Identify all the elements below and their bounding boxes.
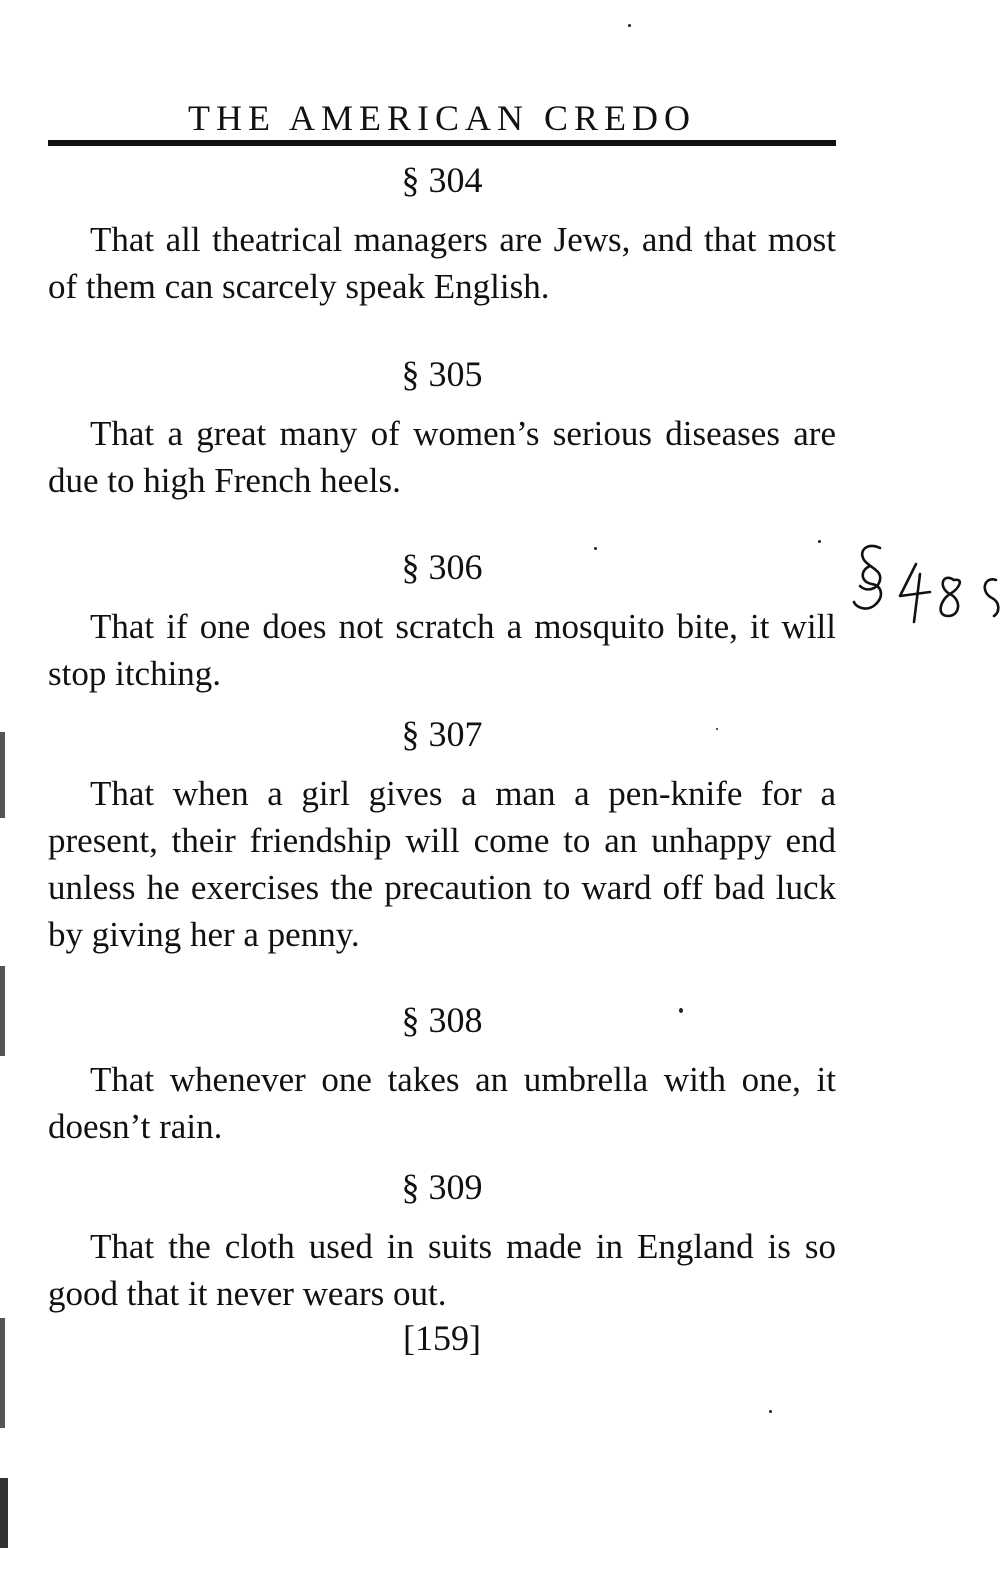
page-number: [159]	[403, 1318, 481, 1358]
section-number-308: § 308	[401, 1000, 483, 1040]
section-text-309: That the cloth used in suits made in England is so good that it never wears out.	[48, 1227, 836, 1313]
scan-edge-mark	[0, 1478, 8, 1548]
scan-speck	[818, 540, 821, 543]
scan-speck	[679, 1008, 683, 1013]
section-text-306: That if one does not scratch a mosquito bite, it will stop itching.	[48, 607, 836, 693]
scan-edge-mark	[0, 1318, 5, 1428]
section-number-307: § 307	[401, 714, 483, 754]
scan-edge-mark	[0, 966, 5, 1056]
scan-speck	[628, 24, 631, 27]
scan-speck	[769, 1410, 772, 1413]
section-text-305: That a great many of women’s serious diseases are due to high French heels.	[48, 414, 836, 500]
section-text-304: That all theatrical managers are Jews, and that most of them can scarcely speak English.	[48, 220, 836, 306]
running-head: THE AMERICAN CREDO	[187, 98, 696, 138]
handwritten-annotation	[846, 536, 1000, 632]
section-number-306: § 306	[401, 547, 483, 587]
scan-speck	[594, 547, 597, 550]
scan-speck	[716, 728, 718, 730]
scan-edge-mark	[0, 732, 5, 818]
section-text-307: That when a girl gives a man a pen-knife for a present, their friendship will come to an unhappy end unless he exercises the precaution to ward off bad luck by giving her a penny.	[48, 774, 836, 954]
header-rule	[48, 140, 836, 146]
section-number-305: § 305	[401, 354, 483, 394]
section-number-309: § 309	[401, 1167, 483, 1207]
section-number-304: § 304	[401, 160, 483, 200]
section-text-308: That whenever one takes an umbrella with one, it doesn’t rain.	[48, 1060, 836, 1146]
